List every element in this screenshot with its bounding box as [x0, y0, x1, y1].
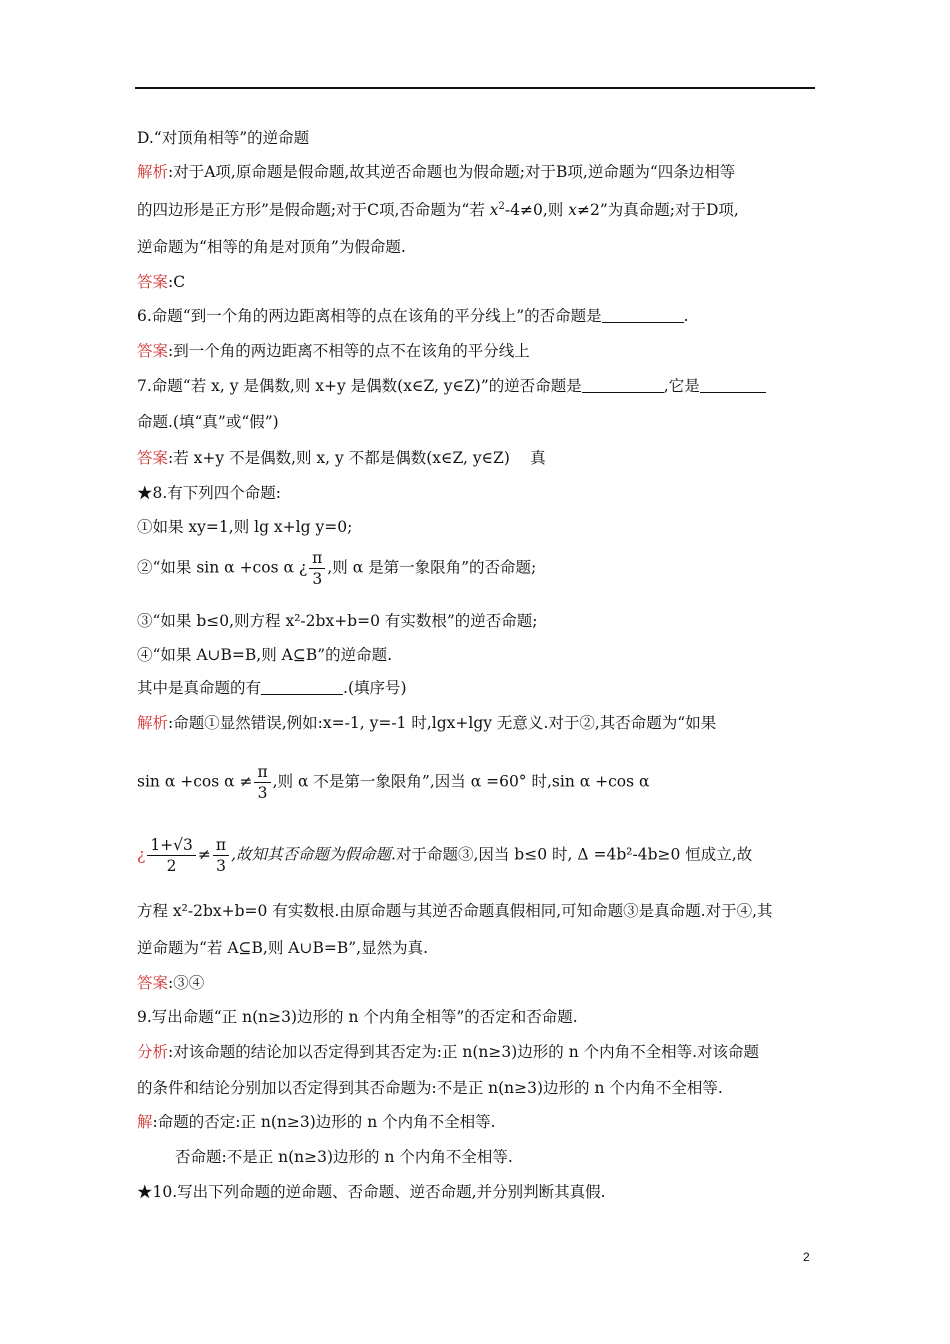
- question-6: [137, 305, 689, 327]
- analysis-5-line2: [137, 199, 739, 221]
- solution-9-line2: 否命题:不是正 n(n≥3)边形的 n 个内角不全相等.: [175, 1148, 513, 1166]
- q8-item-4: ④“如果 A∪B=B,则 A⊆B”的逆命题.: [137, 646, 393, 664]
- text: -4≠0,则: [504, 201, 569, 219]
- fraction-pi-over-3: [213, 835, 229, 876]
- text: 对于命题③,因当 b≤0 时, Δ =4b²-4b≥0 恒成立,故: [395, 845, 753, 864]
- text: :若 x+y 不是偶数,则 x, y 不都是偶数(x∈Z, y∈Z) 真: [168, 449, 546, 467]
- text: :C: [168, 273, 186, 291]
- question-8: ★8.有下列四个命题:: [137, 484, 282, 502]
- q8-item-2: [137, 548, 536, 589]
- sup: 2: [498, 201, 505, 212]
- numerator: π: [213, 835, 229, 856]
- text: 的四边形是正方形”是假命题;对于C项,否命题为“若: [137, 201, 490, 219]
- denominator: 3: [216, 857, 226, 875]
- text: 其中是真命题的有: [137, 679, 262, 697]
- denominator: 3: [257, 784, 268, 802]
- analysis-9-line1: [137, 1041, 759, 1063]
- text: ,它是: [663, 377, 700, 395]
- answer-5: [137, 271, 185, 293]
- text: :③④: [168, 974, 205, 992]
- analysis-8-line2: [137, 762, 649, 803]
- text: :到一个角的两边距离不相等的点不在该角的平分线上: [168, 342, 530, 360]
- answer-blank[interactable]: [700, 378, 766, 393]
- text: :命题①显然错误,例如:x=-1, y=-1 时,lgx+lgy 无意义.对于②,其否命题为“如果: [168, 714, 717, 732]
- question-10: ★10.写出下列命题的逆命题、否命题、逆否命题,并分别判断其真假.: [137, 1183, 606, 1201]
- fraction-pi-over-3: [309, 548, 325, 589]
- denominator: 2: [166, 857, 177, 875]
- page-number: 2: [803, 1250, 810, 1264]
- answer-label: 答案: [137, 974, 169, 992]
- header-rule: [135, 87, 815, 89]
- answer-label: 答案: [137, 273, 169, 291]
- q8-item-1: ①如果 xy=1,则 lg x+lg y=0;: [137, 518, 353, 536]
- option-d: D.“对顶角相等”的逆命题: [137, 129, 310, 147]
- text: 6.命题“到一个角的两边距离相等的点在该角的平分线上”的否命题是: [137, 307, 602, 325]
- analysis-8-line5: 逆命题为“若 A⊆B,则 A∪B=B”,显然为真.: [137, 939, 429, 957]
- numerator: 1+√3: [147, 835, 196, 856]
- analysis-5-line3: 逆命题为“相等的角是对顶角”为假命题.: [137, 238, 406, 256]
- analysis-label: 解析: [137, 714, 169, 732]
- answer-blank[interactable]: [582, 378, 664, 393]
- text: ,则 α 是第一象限角”的否命题;: [327, 558, 537, 577]
- answer-7: [137, 447, 546, 469]
- text: sin α +cos α ≠: [137, 772, 253, 791]
- text: .(填序号): [343, 679, 407, 697]
- answer-6: [137, 340, 530, 362]
- solution-label: 解: [137, 1113, 153, 1131]
- text: :对该命题的结论加以否定得到其否定为:正 n(n≥3)边形的 n 个内角不全相等.对该命题: [168, 1043, 760, 1061]
- var-x: x: [568, 201, 577, 219]
- analysis-8-line3: [137, 835, 752, 876]
- solution-9-line1: [137, 1111, 496, 1133]
- q8-item-3: ③“如果 b≤0,则方程 x²-2bx+b=0 有实数根”的逆否命题;: [137, 612, 538, 630]
- fraction-one-plus-root3-over-2: [147, 835, 196, 876]
- text: ¿: [137, 845, 146, 864]
- answer-blank[interactable]: [602, 308, 684, 323]
- answer-label: 答案: [137, 449, 169, 467]
- analysis-label: 解析: [137, 163, 169, 181]
- text: 7.命题“若 x, y 是偶数,则 x+y 是偶数(x∈Z, y∈Z)”的逆否命题是: [137, 377, 582, 395]
- analysis-8-line1: [137, 712, 716, 734]
- text: :命题的否定:正 n(n≥3)边形的 n 个内角不全相等.: [152, 1113, 496, 1131]
- question-7-line2: 命题.(填“真”或“假”): [137, 413, 279, 431]
- text: ②“如果 sin α +cos α ¿: [137, 558, 308, 577]
- numerator: π: [309, 548, 325, 569]
- text: ≠: [197, 845, 211, 864]
- text: :对于A项,原命题是假命题,故其逆否命题也为假命题;对于B项,逆命题为“四条边相等: [168, 163, 736, 181]
- answer-label: 答案: [137, 342, 169, 360]
- fenxi-label: 分析: [137, 1043, 169, 1061]
- denominator: 3: [312, 570, 323, 588]
- analysis-5-line1: [137, 161, 735, 183]
- answer-8: [137, 972, 204, 994]
- question-9: 9.写出命题“正 n(n≥3)边形的 n 个内角全相等”的否定和否命题.: [137, 1008, 578, 1026]
- analysis-9-line2: 的条件和结论分别加以否定得到其否命题为:不是正 n(n≥3)边形的 n 个内角不全相等.: [137, 1079, 723, 1097]
- answer-blank[interactable]: [261, 680, 343, 695]
- q8-ask: [137, 677, 407, 699]
- question-7-line1: [137, 375, 766, 397]
- text: ,故知其否命题为假命题.: [231, 845, 396, 864]
- text: ,则 α 不是第一象限角”,因当 α =60° 时,sin α +cos α: [272, 772, 650, 791]
- analysis-8-line4: 方程 x²-2bx+b=0 有实数根.由原命题与其逆否命题真假相同,可知命题③是真命题.对于④,其: [137, 902, 773, 920]
- fraction-pi-over-3: [254, 762, 270, 803]
- numerator: π: [254, 762, 270, 783]
- var-x: x: [489, 201, 499, 219]
- text: .: [683, 307, 689, 325]
- text: ≠2”为真命题;对于D项,: [576, 201, 739, 219]
